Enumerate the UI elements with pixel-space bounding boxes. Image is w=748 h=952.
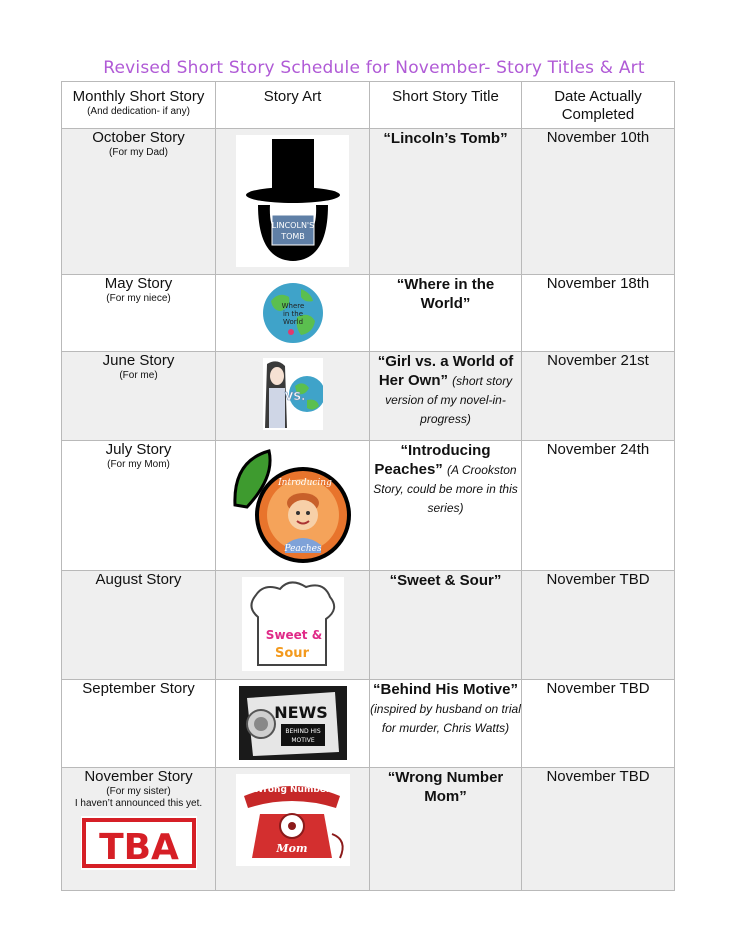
telephone-art (236, 774, 350, 866)
art-text: Wrong Number (253, 785, 330, 795)
month-label: August Story (95, 571, 182, 588)
art-text: VS. (284, 390, 305, 403)
title-cell (370, 680, 522, 768)
story-note: (A Crookston Story, could be more in this series) (373, 463, 518, 515)
month-cell (62, 275, 216, 352)
month-label: June Story (102, 352, 175, 369)
title-cell (370, 352, 522, 441)
header-art (216, 82, 370, 129)
art-cell (216, 680, 370, 768)
date-cell (522, 768, 675, 891)
date-label: November 10th (546, 129, 650, 146)
header-monthly (62, 82, 216, 129)
art-cell (216, 571, 370, 680)
header-date (522, 82, 675, 129)
story-title: “Lincoln’s Tomb” (383, 130, 508, 147)
newspaper-art (239, 686, 347, 760)
date-cell (522, 129, 675, 275)
header-title-label: Short Story Title (392, 88, 499, 105)
header-monthly-sub: (And dedication- if any) (87, 106, 190, 117)
art-text: NEWS (273, 703, 328, 722)
art-text: Peaches (283, 544, 322, 554)
girl-vs-world-art (263, 358, 323, 430)
table-row (62, 571, 675, 680)
art-text: LINCOLN'S (271, 221, 315, 230)
art-text: MOTIVE (290, 737, 315, 744)
dedication-label: (For me) (119, 370, 158, 381)
schedule-table (61, 81, 675, 891)
story-note: (short story version of my novel-in-progress) (385, 374, 513, 426)
month-cell (62, 571, 216, 680)
art-cell (216, 275, 370, 352)
announcement-note: I haven’t announced this yet. (74, 798, 203, 809)
page-title: Revised Short Story Schedule for November- Story Titles & Art (103, 58, 645, 78)
dedication-label: (For my Dad) (109, 147, 168, 158)
art-text: Sweet & (265, 628, 322, 642)
story-title: “Sweet & Sour” (389, 572, 502, 589)
title-cell (370, 129, 522, 275)
table-row (62, 352, 675, 441)
tba-text: TBA (98, 827, 179, 868)
title-cell (370, 441, 522, 571)
month-cell (62, 680, 216, 768)
date-cell (522, 275, 675, 352)
table-row (62, 129, 675, 275)
globe-art (261, 281, 325, 345)
peach-art (227, 447, 359, 565)
art-cell (216, 352, 370, 441)
header-art-label: Story Art (263, 88, 322, 105)
month-cell (62, 129, 216, 275)
dedication-label: (For my sister) (106, 786, 171, 797)
date-label: November TBD (546, 571, 650, 588)
art-text: World (282, 318, 303, 326)
art-text: Sour (274, 646, 309, 661)
date-label: November TBD (546, 768, 650, 785)
month-label: May Story (104, 275, 173, 292)
table-row (62, 680, 675, 768)
story-title: “Wrong Number Mom” (387, 769, 504, 805)
art-text: BEHIND HIS (284, 728, 321, 735)
header-title (370, 82, 522, 129)
header-row (62, 82, 675, 129)
table-row (62, 768, 675, 891)
art-text: Introducing (277, 478, 332, 488)
story-title: “Where in the World” (396, 276, 495, 312)
date-label: November 18th (546, 275, 650, 292)
month-cell (62, 768, 216, 891)
date-cell (522, 680, 675, 768)
story-title: “Behind His Motive” (372, 681, 518, 698)
date-label: November 24th (546, 441, 650, 458)
tba-stamp (81, 816, 197, 870)
header-monthly-label: Monthly Short Story (72, 88, 205, 105)
month-cell (62, 352, 216, 441)
dedication-label: (For my Mom) (107, 459, 170, 470)
art-cell (216, 768, 370, 891)
story-title: “Introducing Peaches” (374, 442, 491, 478)
art-text: Where (281, 302, 304, 310)
dedication-label: (For my niece) (106, 293, 171, 304)
story-note: (inspired by husband on trial for murder, Chris Watts) (370, 702, 521, 735)
story-title: “Girl vs. a World of Her Own” (377, 353, 514, 389)
table-row (62, 275, 675, 352)
date-cell (522, 352, 675, 441)
art-text: in the (282, 310, 303, 318)
date-label: November TBD (546, 680, 650, 697)
art-text: Mom (275, 842, 308, 855)
header-date-label: Date Actually Completed (554, 88, 642, 123)
table-row (62, 441, 675, 571)
month-label: July Story (105, 441, 172, 458)
month-label: November Story (84, 768, 193, 785)
title-cell (370, 571, 522, 680)
art-cell (216, 129, 370, 275)
art-text: TOMB (281, 232, 305, 241)
month-cell (62, 441, 216, 571)
date-label: November 21st (547, 352, 649, 369)
top-hat-beard-art (236, 135, 349, 267)
date-cell (522, 571, 675, 680)
chef-hat-art (242, 577, 344, 671)
date-cell (522, 441, 675, 571)
title-cell (370, 275, 522, 352)
art-cell (216, 441, 370, 571)
month-label: October Story (92, 129, 185, 146)
title-cell (370, 768, 522, 891)
month-label: September Story (82, 680, 195, 697)
